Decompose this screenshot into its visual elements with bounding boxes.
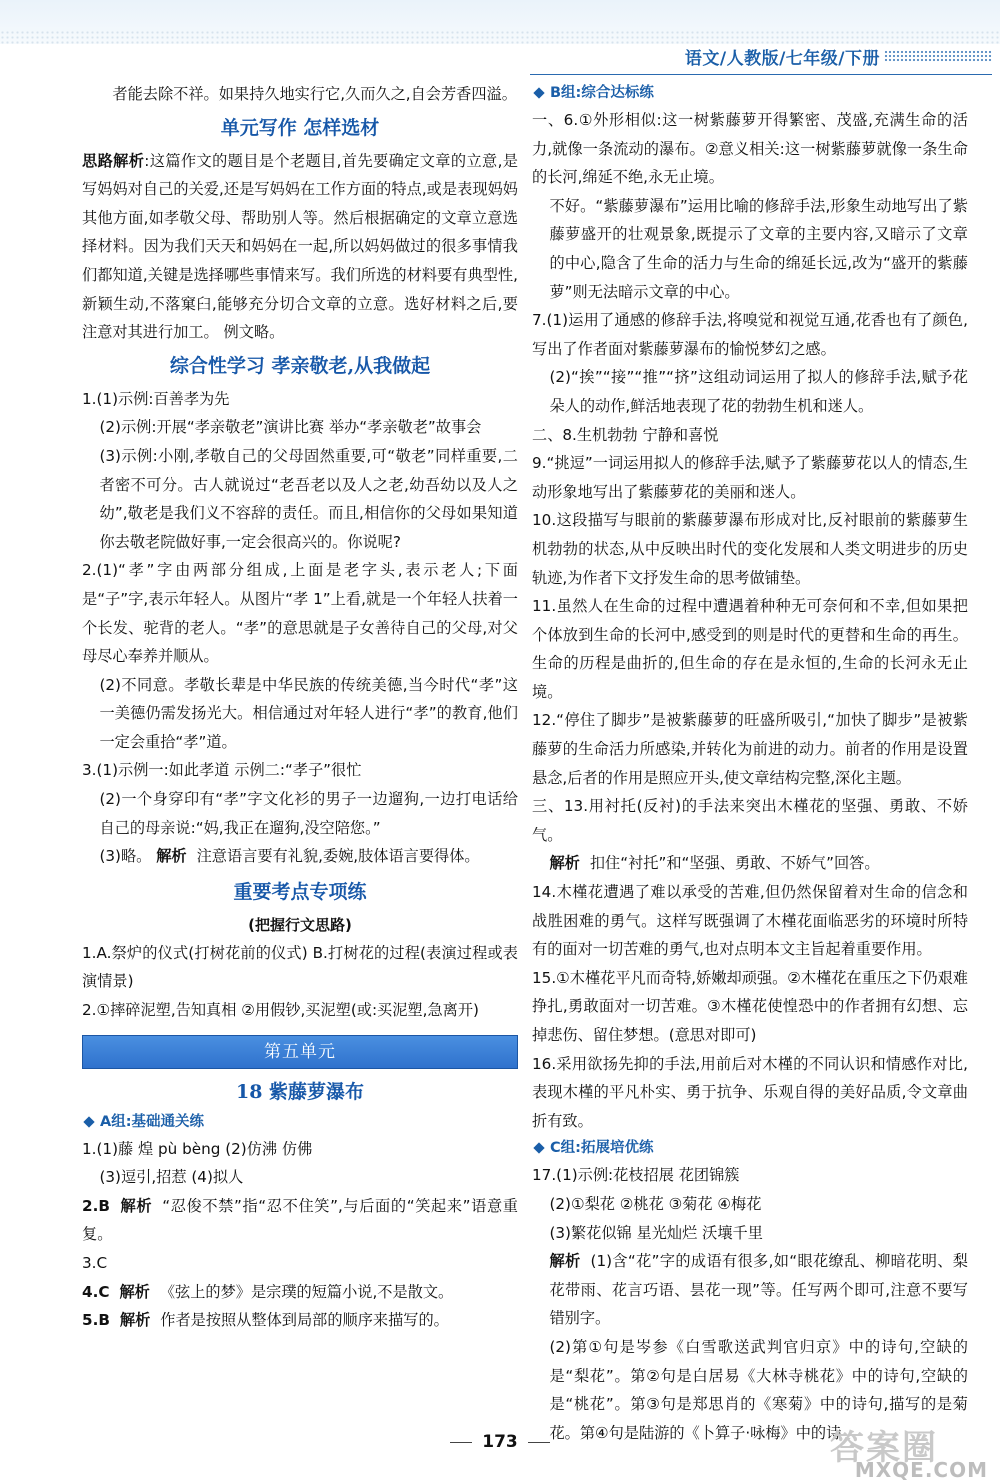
lesson-title: 18 紫藤萝瀑布: [235, 1080, 365, 1103]
group-a-5-pre: 5.B: [82, 1311, 110, 1330]
group-a-item-4: [82, 1278, 518, 1307]
group-b-item-10: 10.这段描写与眼前的紫藤萝瀑布形成对比,反衬眼前的紫藤萝生机勃勃的状态,从中反映出时代的变化发展和人类文明进步的历史轨迹,为作者下文抒发生命的思考做铺垫。: [532, 511, 968, 587]
group-b-item-15: 15.①木槿花平凡而奇特,娇嫩却顽强。②木槿花在重压之下仍艰难挣扎,勇敢面对一切苦难。③木槿花使惶恐中的作者拥有幻想、忘掉悲伤、留住梦想。(意思对即可): [532, 968, 968, 1044]
group-c-item-17a: 17.(1)示例:花枝招展 花团锦簇: [532, 1166, 740, 1185]
group-a-4-text: 《弦上的梦》是宗璞的短篇小说,不是散文。: [159, 1282, 454, 1301]
right-column: [532, 80, 968, 1447]
watermark-logo: 答案圈: [830, 1428, 938, 1468]
study-item-3b: (2)一个身穿印有“孝”字文化衫的男子一边遛狗,一边打电话给自己的母亲说:“妈,我正在遛狗,没空陪您。”: [99, 790, 518, 837]
group-b-label: B组:综合达标练: [550, 85, 654, 101]
group-a-item-2: [82, 1192, 518, 1249]
watermark-site: MXQE.COM: [854, 1458, 988, 1482]
page-dash-right: [528, 1442, 550, 1443]
writing-body: [82, 147, 518, 347]
study-item-1b: (2)示例:开展“孝亲敬老”演讲比赛 举办“孝亲敬老”故事会: [99, 418, 482, 437]
group-b-heading: [532, 80, 968, 106]
page-number-value: 173: [482, 1432, 518, 1452]
group-b-item-8: 二、8.生机勃勃 宁静和喜悦: [532, 425, 719, 444]
study-item-3a: 3.(1)示例一:如此孝道 示例二:“孝子”很忙: [82, 761, 362, 780]
group-a-2-label: 解析: [119, 1196, 153, 1215]
group-b-item-6b: 不好。“紫藤萝瀑布”运用比喻的修辞手法,形象生动地写出了紫藤萝盛开的壮观景象,既提示了文章的主要内容,又暗示了文章的中心,隐含了生命的活力与生命的绵延长远,改为“盛开的紫藤萝”则无法暗示文章的中心。: [549, 196, 968, 301]
key-title: 重要考点专项练: [233, 880, 367, 903]
watermark: [778, 1420, 988, 1482]
study-item-1c: (3)示例:小刚,孝敬自己的父母固然重要,可“敬老”同样重要,二者密不可分。古人就说过“老吾老以及人之老,幼吾幼以及人之幼”,敬老是我们义不容辞的责任。而且,相信你的父母如果知道你去敬老院做好事,一定会很高兴的。你说呢?: [99, 446, 518, 551]
group-a-item-1b: (3)逗引,招惹 (4)拟人: [99, 1168, 244, 1187]
group-b-item-14: 14.木槿花遭遇了难以承受的苦难,但仍然保留着对生命的信念和战胜困难的勇气。这样写既强调了木槿花面临恶劣的环境时所特有的面对一切苦难的勇气,也对点明本文主旨起着重要作用。: [532, 883, 968, 959]
group-b-13-text: 扣住“衬托”和“坚强、勇敢、不娇气”回答。: [589, 854, 880, 873]
group-b-13-label: 解析: [549, 854, 580, 873]
study-item-2a: 2.(1)“孝”字由两部分组成,上面是老字头,表示老人;下面是“子”字,表示年轻人。从图片“孝 1”上看,就是一个年轻人扶着一个长发、驼背的老人。“孝”的意思就是子女善待自己的父母,对父母尽心奉养并顺从。: [82, 561, 518, 666]
left-column: [82, 80, 518, 1335]
group-a-4-pre: 4.C: [82, 1282, 110, 1301]
key-item-2: 2.①摔碎泥塑,告知真相 ②用假钞,买泥塑(或:买泥塑,急离开): [82, 1001, 479, 1020]
group-a-4-label: 解析: [119, 1282, 150, 1301]
study-title: 综合性学习 孝亲敬老,从我做起: [169, 354, 431, 377]
group-b-item-9: 9.“挑逗”一词运用拟人的修辞手法,赋予了紫藤萝花以人的情态,生动形象地写出了紫藤萝花的美丽和迷人。: [532, 454, 968, 501]
page-dash-left: [450, 1442, 472, 1443]
group-b-item-11: 11.虽然人在生命的过程中遭遇着种种无可奈何和不幸,但如果把个体放到生命的长河中,感受到的则是时代的更替和生命的再生。生命的历程是曲折的,但生命的存在是永恒的,生命的长河永无止境。: [532, 597, 968, 701]
unit-banner: 第五单元: [82, 1035, 518, 1069]
study-item-3c: [82, 842, 518, 871]
group-a-item-3: 3.C: [82, 1254, 108, 1272]
group-a-5-label: 解析: [119, 1311, 151, 1330]
group-c-item-17c: (3)繁花似锦 星光灿烂 沃壤千里: [549, 1223, 763, 1242]
group-a-2-text: “忍俊不禁”指“忍不住笑”,与后面的“笑起来”语意重复。: [82, 1196, 518, 1244]
group-c-item-17d: [532, 1247, 968, 1333]
group-a-2-pre: 2.B: [82, 1196, 110, 1215]
header-band: [0, 0, 1000, 44]
group-c-label: C组:拓展培优练: [550, 1140, 654, 1157]
intro-text: 者能去除不祥。如果持久地实行它,久而久之,自会芳香四溢。: [112, 85, 517, 103]
study-3c-text: 注意语言要有礼貌,委婉,肢体语言要得体。: [196, 847, 480, 866]
group-c-heading: [532, 1135, 968, 1161]
header-dot-pattern: [884, 50, 992, 62]
group-b-item-16: 16.采用欲扬先抑的手法,用前后对木槿的不同认识和情感作对比,表现木槿的平凡朴实、勇于抗争、乐观自得的美好品质,令文章曲折有致。: [532, 1054, 968, 1130]
group-b-item-12: 12.“停住了脚步”是被紫藤萝的旺盛所吸引,“加快了脚步”是被紫藤萝的生命活力所感染,并转化为前进的动力。前者的作用是设置悬念,后者的作用是照应开头,使文章结构完整,深化主题。: [532, 711, 968, 787]
group-b-item-7a: 7.(1)运用了通感的修辞手法,将嗅觉和视觉互通,花香也有了颜色,写出了作者面对紫藤萝瀑布的愉悦梦幻之感。: [532, 311, 968, 358]
group-b-item-6a: 一、6.①外形相似:这一树紫藤萝开得繁密、茂盛,充满生命的活力,就像一条流动的瀑布。②意义相关:这一树紫藤萝就像一条生命的长河,绵延不绝,永无止境。: [532, 111, 968, 187]
group-c-item-17b: (2)①梨花 ②桃花 ③菊花 ④梅花: [549, 1194, 762, 1213]
group-a-item-5: [82, 1306, 518, 1335]
group-b-item-13: 三、13.用衬托(反衬)的手法来突出木槿花的坚强、勇敢、不娇气。: [532, 797, 968, 844]
writing-text: :这篇作文的题目是个老题目,首先要确定文章的立意,是写妈妈对自己的关爱,还是写妈妈在工作方面的特点,或是表现妈妈其他方面,如孝敬父母、帮助别人等。然后根据确定的文章立意选择材料。因为我们天天和妈妈在一起,所以妈妈做过的很多事情我们都知道,关键是选择哪些事情来写。我们所选的材料要有典型性,新颖生动,不落窠臼,能够充分切合文章的立意。选好材料之后,要注意对其进行加工。 例文略。: [82, 151, 518, 342]
header-rule: [530, 74, 992, 75]
group-a-item-1a: 1.(1)藤 煌 pù bèng (2)仿沸 仿佛: [82, 1139, 313, 1158]
group-c-17d-text: (1)含“花”字的成语有很多,如“眼花缭乱、柳暗花明、梨花带雨、花言巧语、昙花一现”等。任写两个即可,注意不要写错别字。: [549, 1252, 968, 1328]
key-item-1: 1.A.祭炉的仪式(打树花前的仪式) B.打树花的过程(表演过程或表演情景): [82, 943, 518, 991]
study-item-1a: 1.(1)示例:百善孝为先: [82, 389, 230, 408]
group-b-item-13-analysis: [532, 849, 968, 878]
group-a-label: A组:基础通关练: [100, 1113, 205, 1130]
diamond-icon: [533, 87, 544, 98]
writing-title: 单元写作 怎样选材: [220, 116, 380, 139]
group-a-5-text: 作者是按照从整体到局部的顺序来描写的。: [160, 1311, 449, 1330]
study-3c-label: 解析: [156, 847, 187, 866]
group-c-item-17e: (2)第①句是岑参《白雪歌送武判官归京》中的诗句,空缺的是“梨花”。第②句是白居易《大林寺桃花》中的诗句,空缺的是“桃花”。第③句是郑思肖的《寒菊》中的诗句,描写的是菊花。第④句是陆游的《卜算子·咏梅》中的诗: [549, 1337, 968, 1442]
study-item-2b: (2)不同意。孝敬长辈是中华民族的传统美德,当今时代“孝”这一美德仍需发扬光大。相信通过对年轻人进行“孝”的教育,他们一定会重拾“孝”道。: [99, 675, 518, 751]
study-3c-pre: (3)略。: [99, 847, 152, 866]
diamond-icon: [83, 1116, 94, 1127]
diamond-icon: [533, 1143, 544, 1154]
group-c-17-label: 解析: [549, 1252, 581, 1271]
writing-label: 思路解析: [82, 151, 145, 170]
group-b-item-7b: (2)“挨”“接”“推”“挤”这组动词运用了拟人的修辞手法,赋予花朵人的动作,鲜活地表现了花的勃勃生机和迷人。: [549, 368, 968, 415]
group-a-heading: [82, 1109, 518, 1135]
header-title: 语文/人教版/七年级/下册: [684, 49, 880, 69]
key-subtitle: (把握行文思路): [248, 915, 352, 934]
